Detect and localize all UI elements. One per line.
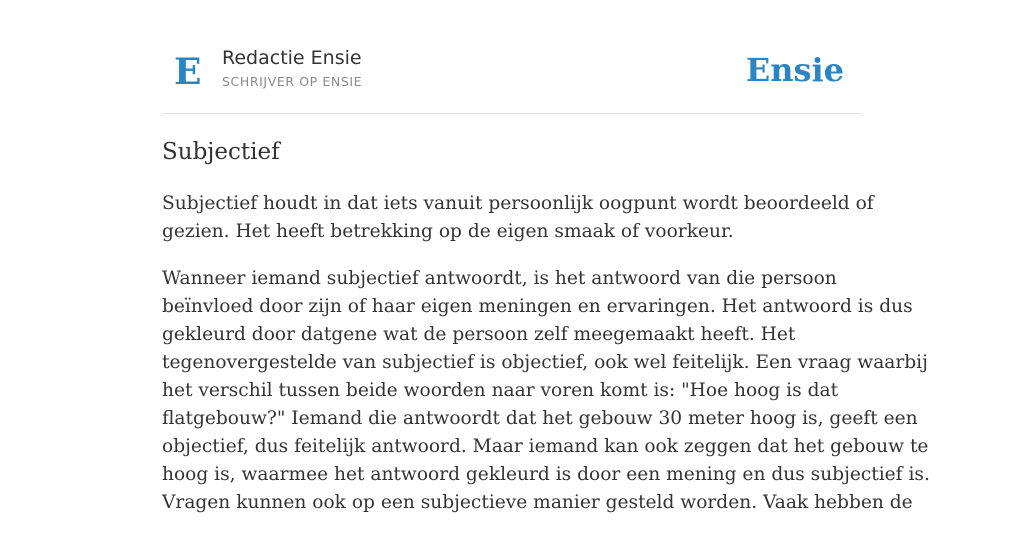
paragraph-line: objectief, dus feitelijk antwoord. Maar iemand kan ook zeggen dat het gebouw te — [162, 436, 929, 457]
article-paragraph-2 — [162, 265, 930, 517]
article-paragraph-1 — [162, 190, 874, 246]
paragraph-line: flatgebouw?" Iemand die antwoordt dat het gebouw 30 meter hoog is, geeft een — [162, 408, 918, 429]
author-avatar[interactable]: E — [174, 51, 202, 93]
paragraph-line: gezien. Het heeft betrekking op de eigen smaak of voorkeur. — [162, 221, 734, 242]
author-role: SCHRIJVER OP ENSIE — [222, 74, 363, 89]
paragraph-line: gekleurd door datgene wat de persoon zelf meegemaakt heeft. Het — [162, 324, 796, 345]
paragraph-line: tegenovergestelde van subjectief is objectief, ook wel feitelijk. Een vraag waarbij — [162, 352, 928, 373]
article-body — [162, 190, 930, 536]
paragraph-line: Wanneer iemand subjectief antwoordt, is het antwoord van die persoon — [162, 268, 837, 289]
author-header — [162, 40, 862, 114]
author-name[interactable]: Redactie Ensie — [222, 47, 362, 69]
paragraph-line: hoog is, waarmee het antwoord gekleurd is door een mening en dus subjectief is. — [162, 464, 930, 485]
paragraph-line: beïnvloed door zijn of haar eigen meningen en ervaringen. Het antwoord is dus — [162, 296, 913, 317]
paragraph-line: Vragen kunnen ook op een subjectieve manier gesteld worden. Vaak hebben de — [162, 492, 913, 513]
article-title: Subjectief — [162, 139, 280, 165]
paragraph-line: het verschil tussen beide woorden naar voren komt is: "Hoe hoog is dat — [162, 380, 839, 401]
paragraph-line: Subjectief houdt in dat iets vanuit persoonlijk oogpunt wordt beoordeeld of — [162, 193, 874, 214]
ensie-logo[interactable]: Ensie — [745, 51, 844, 89]
